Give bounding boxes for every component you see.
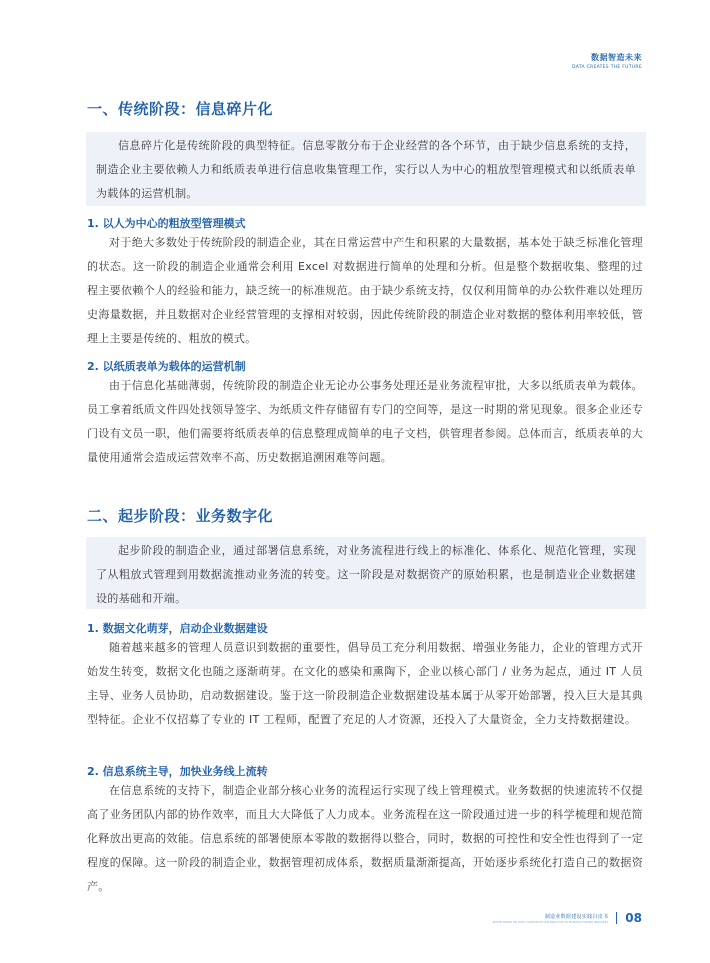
page-footer bbox=[493, 911, 642, 925]
header-subtitle: DATA CREATES THE FUTURE bbox=[572, 65, 642, 70]
page-number: 08 bbox=[625, 911, 642, 925]
footer-doc-info bbox=[493, 913, 608, 924]
section-2-paragraph-2: 在信息系统的支持下，制造企业部分核心业务的流程运行实现了线上管理模式。业务数据的快速流转不仅提高了业务团队内部的协作效率，而且大大降低了人力成本。业务流程在这一阶段通过进一步的科学梳理和规范简化释放出更高的效能。信息系统的部署使原本零散的数据得以整合，同时，数据的可控性和安全性也得到了一定程度的保障。这一阶段的制造企业，数据管理初成体系，数据质量渐渐提高，开始逐步系统化打造自己的数据资产。 bbox=[87, 784, 643, 893]
section-1-subhead-2: 2. 以纸质表单为载体的运营机制 bbox=[87, 360, 246, 373]
header-title: 数据智造未来 bbox=[591, 53, 642, 62]
section-1-intro-text: 信息碎片化是传统阶段的典型特征。信息零散分布于企业经营的各个环节，由于缺少信息系统的支持，制造企业主要依赖人力和纸质表单进行信息收集管理工作，实行以人为中心的粗放型管理模式和以纸质表单为载体的运营机制。 bbox=[96, 139, 636, 200]
section-2-intro-text: 起步阶段的制造企业，通过部署信息系统，对业务流程进行线上的标准化、体系化、规范化管理，实现了从粗放式管理到用数据流推动业务流的转变。这一阶段是对数据资产的原始积累，也是制造业企业数据建设的基础和开端。 bbox=[96, 544, 636, 605]
footer-divider bbox=[616, 912, 617, 924]
section-1-title: 一、传统阶段：信息碎片化 bbox=[87, 100, 274, 118]
section-2-title: 二、起步阶段：业务数字化 bbox=[87, 507, 274, 525]
section-1-paragraph-2: 由于信息化基础薄弱，传统阶段的制造企业无论办公事务处理还是业务流程审批，大多以纸质表单为载体。员工拿着纸质文件四处找领导签字、为纸质文件存储留有专门的空间等，是这一时期的常见现象。很多企业还专门设有文员一职，他们需要将纸质表单的信息整理成简单的电子文档，供管理者参阅。总体而言，纸质表单的大量使用通常会造成运营效率不高、历史数据追溯困难等问题。 bbox=[87, 379, 643, 464]
section-2-subhead-1: 1. 数据文化萌芽，启动企业数据建设 bbox=[87, 622, 268, 635]
section-1-subhead-1: 1. 以人为中心的粗放型管理模式 bbox=[87, 217, 246, 230]
section-2-subhead-2: 2. 信息系统主导，加快业务线上流转 bbox=[87, 765, 268, 778]
section-2-intro-box bbox=[86, 537, 646, 609]
footer-doc-subtitle: WHITE PAPER ON DATA CONSTRUCTION PRACTICE IN MANUFACTURING INDUSTRY bbox=[492, 920, 609, 924]
page-header bbox=[572, 52, 642, 70]
footer-doc-title: 制造业数据建设实践白皮书 bbox=[544, 913, 609, 920]
section-1-paragraph-1: 对于绝大多数处于传统阶段的制造企业，其在日常运营中产生和积累的大量数据，基本处于缺乏标准化管理的状态。这一阶段的制造企业通常会利用 Excel 对数据进行简单的处理和分析。但是整个数据收集、整理的过程主要依赖个人的经验和能力，缺乏统一的标准规范。由于缺少系统支持，仅仅利用简单的办公软件难以处理历史海量数据，并且数据对企业经营管理的支撑相对较弱，因此传统阶段的制造企业对数据的整体利用率较低，管理上主要是传统的、粗放的模式。 bbox=[87, 236, 643, 345]
section-2-paragraph-1: 随着越来越多的管理人员意识到数据的重要性，倡导员工充分利用数据、增强业务能力，企业的管理方式开始发生转变，数据文化也随之逐渐萌芽。在文化的感染和熏陶下，企业以核心部门 / 业务为起点，通过 IT 人员主导、业务人员协助，启动数据建设。鉴于这一阶段制造企业数据建设基本属于从零开始部署，投入巨大是其典型特征。企业不仅招募了专业的 IT 工程师，配置了充足的人才资源，还投入了大量资金，全力支持数据建设。 bbox=[87, 641, 643, 726]
section-1-intro-box bbox=[86, 132, 646, 206]
